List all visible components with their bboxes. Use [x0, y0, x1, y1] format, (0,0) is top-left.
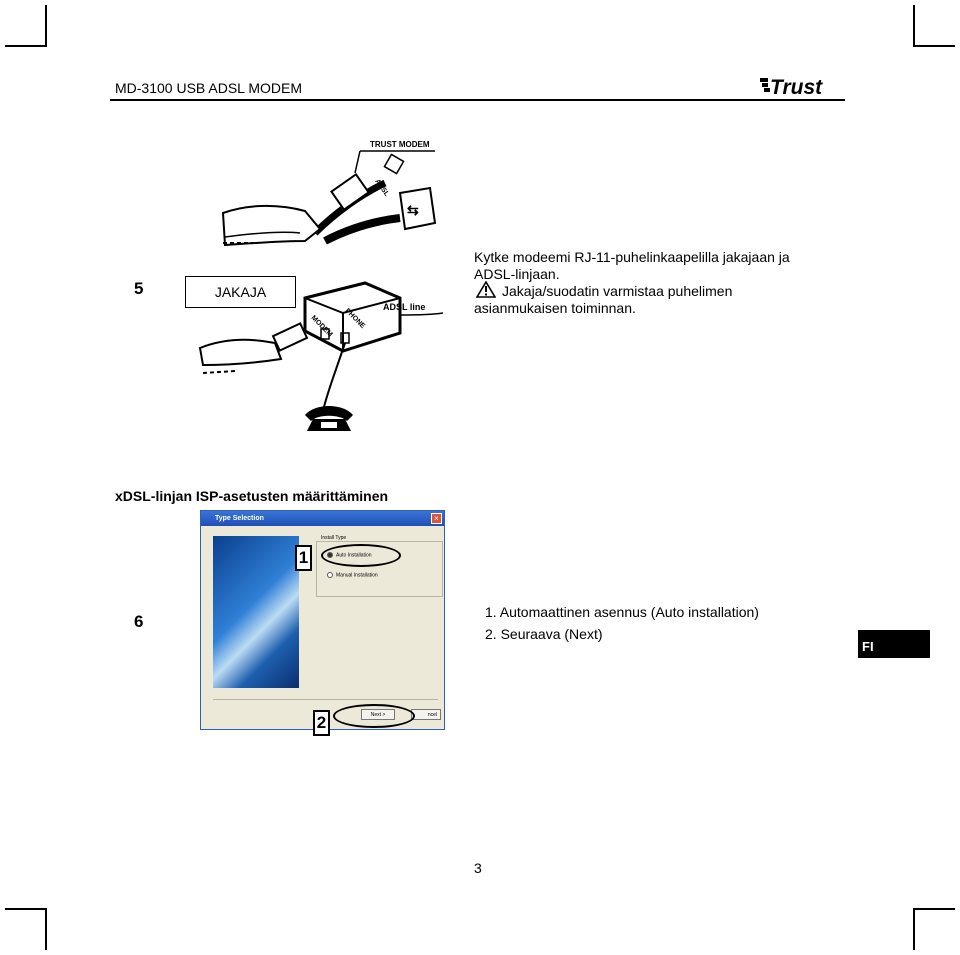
adsl-line-label: ADSL line	[383, 302, 426, 312]
step6-item-2: 2. Seuraava (Next)	[485, 626, 603, 642]
step-label: JAKAJA	[214, 284, 267, 300]
dialog-separator	[213, 699, 438, 700]
step6-item-1: 1. Automaattinen asennus (Auto installation)	[485, 604, 759, 620]
step5-text-line2: ADSL-linjaan.	[474, 266, 560, 282]
trust-modem-label: TRUST MODEM	[370, 140, 430, 149]
radio-unselected-icon[interactable]	[327, 572, 333, 578]
auto-installation-label: Auto Installation	[336, 552, 372, 559]
step-number-6: 6	[134, 612, 144, 631]
install-type-label: Install Type	[321, 535, 347, 541]
modem-port-label: MODEM	[309, 314, 334, 339]
callout-2: 2	[313, 710, 330, 736]
step6-instructions	[485, 601, 759, 645]
cancel-button[interactable]: ncel	[411, 709, 441, 720]
crop-mark-top-left	[5, 45, 47, 47]
crop-mark-top-left	[45, 5, 47, 47]
telephone-icon	[305, 406, 353, 431]
page-number: 3	[474, 860, 482, 876]
dialog-side-banner	[213, 536, 299, 688]
crop-mark-bottom-left	[5, 908, 47, 910]
step5-description	[474, 249, 834, 317]
next-button[interactable]: Next >	[361, 709, 395, 720]
manual-installation-label: Manual Installation	[336, 572, 378, 579]
document-title: MD-3100 USB ADSL MODEM	[115, 80, 302, 96]
usb-icon: ⇆	[407, 202, 419, 218]
warning-icon	[476, 281, 496, 298]
crop-mark-bottom-right	[913, 908, 915, 950]
step5-text-line1: Kytke modeemi RJ-11-puhelinkaapelilla jakajaan ja	[474, 249, 790, 265]
warning-text-line2: asianmukaisen toiminnan.	[474, 300, 636, 316]
crop-mark-top-right	[913, 5, 915, 47]
warning-text-line1: Jakaja/suodatin varmistaa puhelimen	[502, 283, 733, 299]
step5-warning	[474, 283, 834, 300]
type-selection-dialog	[200, 510, 445, 730]
header-rule	[110, 99, 845, 101]
callout-1: 1	[295, 545, 312, 571]
close-icon[interactable]: ×	[431, 513, 442, 524]
step-number-5: 5	[134, 279, 144, 298]
language-tab: FI	[858, 630, 930, 658]
crop-mark-top-right	[913, 45, 955, 47]
next-button-highlight	[333, 704, 415, 728]
splitter-illustration	[195, 133, 445, 435]
crop-mark-bottom-left	[45, 908, 47, 950]
auto-installation-highlight	[321, 544, 401, 567]
adsl-port-label: ADSL	[373, 178, 391, 198]
trust-logo-text: Trust	[770, 76, 823, 98]
crop-mark-bottom-right	[913, 908, 955, 910]
dialog-title: Type Selection	[201, 511, 444, 526]
section-title: xDSL-linjan ISP-asetusten määrittäminen	[115, 488, 389, 504]
trust-logo	[760, 74, 845, 98]
phone-port-label: PHONE	[343, 307, 367, 331]
manual-installation-option[interactable]	[327, 572, 378, 578]
